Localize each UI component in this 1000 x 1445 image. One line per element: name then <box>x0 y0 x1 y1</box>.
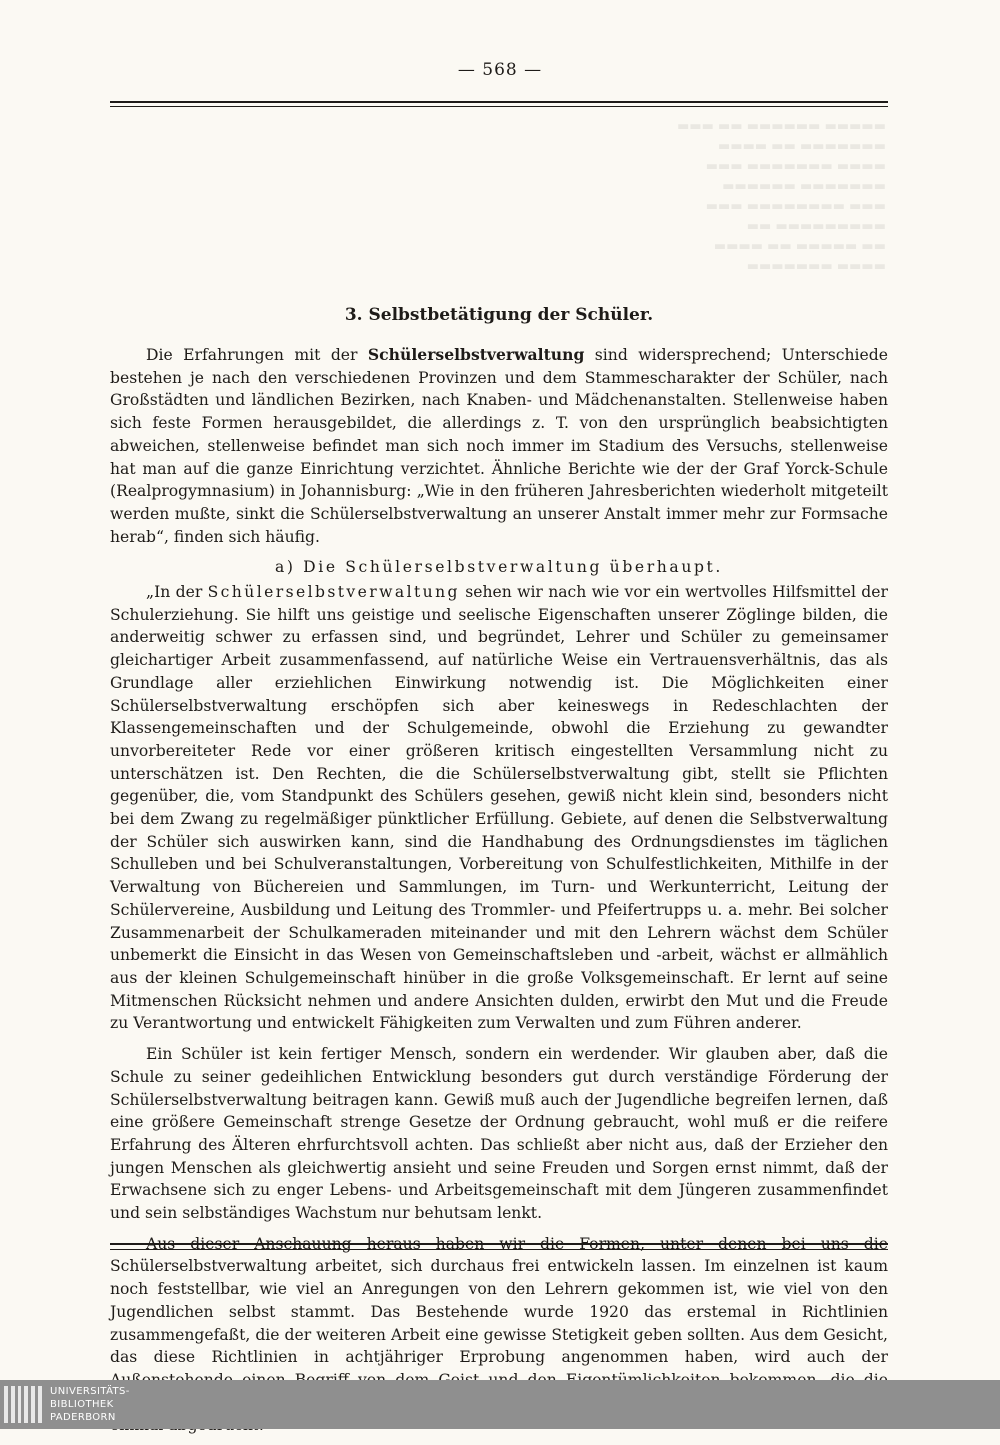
page-number: — 568 — <box>457 60 543 80</box>
paragraph-3: Aus dieser Anschauung heraus haben wir die Formen, unter denen bei uns die Schülerselbstverwaltung arbeitet, sich durchaus frei entwickeln lassen. Im einzelnen ist kaum noch feststellbar, wie viel an Anregungen von den Lehrern gekommen ist, wie viel von den Jugendlichen selbst stammt. Das Bestehende wurde 1920 das erstemal in Richtlinien zusammengefaßt, die der weiteren Arbeit eine gewisse Stetigkeit geben sollten. Aus dem Gesicht, das diese Richtlinien in achtjähriger Erprobung angenommen haben, wird auch der <box>110 1234 888 1367</box>
intro-text-rest: sind widersprechend; Unterschiede bestehen je nach den verschiedenen Provinzen und dem Stammescharakter der Schüler, nach Großstädten und ländlichen Bezirken, nach Knaben- und Mädchenanstalten. Stellenweise haben sich feste Formen herausgebildet, die allerdings z. T. von den ursprünglich beabsichtigten abweichen, stellenweise befindet man sich noch immer im Stadium des Versuchs, stellenweise hat man auf die ganze Einrichtung verzichtet. Ähnliche Berichte wie der der Graf Yorck-Schule (Realprogymnasium) in Johannisburg: „Wie in den früheren Jahresberichten wiederholt mitgeteilt werden mußte, sinkt die Schülerselbstverwaltung an unserer Anstalt immer mehr zur Formsache herab“, finden sich häufig. <box>110 346 888 546</box>
section-heading: 3. Selbstbetätigung der Schüler. <box>344 305 654 325</box>
body-text <box>110 344 888 1445</box>
top-rule-thin <box>110 106 888 107</box>
quote-body: sehen wir nach wie vor ein wertvolles Hilfsmittel der Schulerziehung. Sie hilft uns geistige und seelische Eigenschaften unserer Zöglinge bilden, die anderweitig schwer zu erfassen sind, und begründet, Lehrer und Schüler zu gemeinsamer gleichartiger Arbeit zusammenfassend, auf natürliche Weise ein Vertrauensverhältnis, das als Grundlage aller erziehlichen Einwirkung notwendig ist. Die Möglichkeiten einer Schülerselbstverwaltung erschöpfen sich aber keineswegs in Redeschlachten der Klassengemeinschaften und der Schulgemeinde, obwohl die Erziehung zu gewandter unvorbereiteter Rede vor einer größeren kritisch eingestellten Versammlung nicht zu unterschätzen ist. Den Rechten, die die Schülerselbstverwaltung gibt, stellt sie Pflichten gegenüber, die, vom Standpunkt des Schülers gesehen, gewiß nicht klein sind, besonders nicht bei dem Zwang zu regelmäßiger pünktlicher Erfüllung. Gebiete, auf denen die Selbstverwaltung der Schüler sich auswirken kann, sind die Handhabung des Ordnungsdienstes im täglichen Schulleben und bei Schulveranstaltungen, Vorbereitung von Schulfestlichkeiten, Mithilfe in der Verwaltung von Büchereien und Sammlungen, im Turn- und Werkunterricht, Leitung der Schülervereine, Ausbildung und Leitung des Trommler- und Pfeifertrupps u. a. mehr. Bei solcher Zusammenarbeit der Schulkameraden miteinander und mit den Lehrern wächst dem Schüler unbemerkt die Einsicht in das Wesen von Gemeinschaftsleben und -arbeit, wächst er allmählich aus der kleinen Schulgemeinschaft hinüber in die große Volksgemeinschaft. Er lernt auf seine Mitmenschen Rücksicht nehmen und andere Ansichten dulden, erwirbt den Mut und die Freude zu Verantwortung und entwickelt Fähigkeiten zum Verwalten und zum Führen anderer. <box>110 583 888 1033</box>
quote-paragraph <box>110 581 888 1035</box>
bleed-through-shadow: ▬▬▬ ▬▬ ▬▬▬▬▬▬ ▬▬▬▬▬ ▬▬▬▬ ▬▬ ▬▬▬▬▬▬▬ ▬▬▬ ▬▬▬▬▬▬▬ ▬▬▬▬ ▬▬▬▬▬▬ ▬▬▬▬▬▬▬ ▬▬▬ ▬▬▬▬▬▬▬▬ ▬▬▬ ▬▬ ▬▬▬▬▬▬▬▬▬ ▬▬▬▬ ▬▬ ▬▬▬▬▬ ▬▬ ▬▬▬▬▬▬▬ ▬▬▬▬ <box>677 119 886 274</box>
library-logo-icon <box>4 1386 42 1423</box>
top-rule-thick <box>110 101 888 103</box>
bottom-rule-thick <box>110 1243 888 1245</box>
library-name-line-1: UNIVERSITÄTS- <box>50 1386 130 1397</box>
library-footer-bar <box>0 1380 1000 1429</box>
paragraph-2: Ein Schüler ist kein fertiger Mensch, sondern ein werdender. Wir glauben aber, daß die Schule zu seiner gedeihlichen Entwicklung besonders gut durch verständige Förderung der Schülerselbstverwaltung beitragen kann. Gewiß muß auch der Jugendliche begreifen lernen, daß eine größere Gemeinschaft strenge Gesetze der Ordnung gebraucht, wohl muß er die reifere Erfahrung des Älteren ehrfurchtsvoll achten. Das schließt aber nicht aus, daß der Erzieher den jungen Menschen als gleichwertig ansieht und seine Freuden und Sorgen ernst nimmt, daß der Erwachsene sich zu enger Lebens- und Arbeitsgemeinschaft mit dem Jüngeren zusammenfindet und sein selbständiges Wachstum nur behutsam lenkt. <box>110 1045 888 1223</box>
library-name-line-3: PADERBORN <box>50 1412 116 1423</box>
subsection-heading: a) Die Schülerselbstverwaltung überhaupt. <box>275 558 723 577</box>
quote-spaced-term: Schülerselbstverwaltung <box>207 583 460 602</box>
intro-highlight-term: Schülerselbstverwaltung <box>367 345 585 364</box>
bottom-rule-thin <box>110 1249 888 1250</box>
intro-paragraph <box>110 344 888 548</box>
quote-lead: „In der <box>146 583 208 602</box>
intro-text-start: Die Erfahrungen mit der <box>146 346 368 364</box>
library-name <box>50 1385 130 1424</box>
library-name-line-2: BIBLIOTHEK <box>50 1399 114 1410</box>
